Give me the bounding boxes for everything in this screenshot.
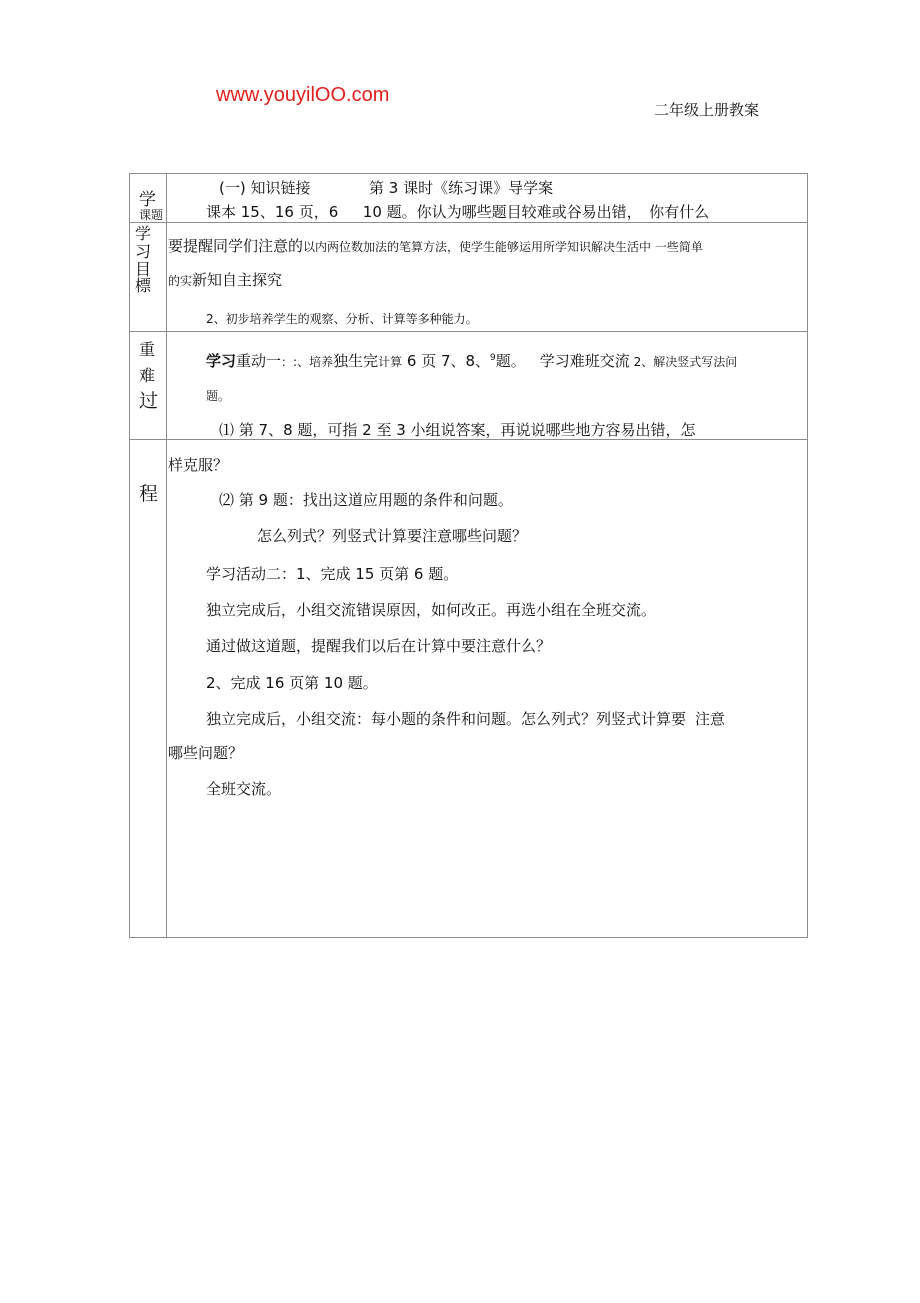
label-zhong: 重: [139, 340, 156, 359]
row2-line2-a: 的实: [168, 274, 193, 288]
process-p4: 学习活动二：1、完成 15 页第 6 题。: [206, 565, 459, 583]
row-divider: [129, 331, 808, 332]
row-divider: [129, 222, 808, 223]
row2-line2: [168, 270, 282, 291]
column-divider: [166, 173, 167, 938]
label-guo: 过: [139, 390, 159, 412]
label-nan: 难: [139, 366, 156, 385]
label-xi: 习: [135, 242, 152, 261]
process-p8-b: 注意: [695, 710, 726, 728]
row3-line2: 题。: [206, 389, 231, 403]
process-p8-a: 独立完成后，小组交流：每小题的条件和问题。怎么列式？列竖式计算要: [206, 710, 687, 728]
label-xue2: 学: [135, 224, 152, 243]
label-cheng: 程: [139, 483, 159, 505]
table-border-top: [129, 173, 808, 174]
row2-line3: 2、初步培养学生的观察、分析、计算等多种能力。: [206, 312, 478, 326]
process-p10: 全班交流。: [206, 780, 282, 798]
row2-line2-b: 新知自主探究: [192, 271, 283, 289]
row3-a9: 学习难班交流: [539, 352, 630, 370]
table-border-left: [129, 173, 130, 938]
process-p9: 哪些问题？: [168, 744, 244, 762]
row3-a2: 重动一: [236, 352, 282, 370]
process-p2: ⑵ 第 9 题：找出这道应用题的条件和问题。: [219, 491, 513, 509]
row2-line1: [168, 236, 703, 257]
row3-a7: 9: [490, 353, 496, 363]
site-url[interactable]: www.youyilOO.com: [216, 84, 390, 106]
row2-line1-a: 要提醒同学们注意的: [168, 237, 304, 255]
process-p5: 独立完成后，小组交流错误原因，如何改正。再选小组在全班交流。: [206, 601, 657, 619]
table-border-right: [807, 173, 808, 938]
row3-a10: 2、解决竖式写法问: [629, 355, 738, 369]
knowledge-link: (一) 知识链接: [219, 179, 311, 197]
row3-a1: 学习: [206, 352, 237, 370]
row3-a6: 6 页 7、8、: [402, 352, 491, 370]
row3-a4: 独生完: [333, 352, 379, 370]
row2-line1-b: 以内两位数加法的笔算方法，使学生能够运用所学知识解决生活中 一些简单: [303, 240, 703, 254]
row3-a3: ：:、培养: [281, 355, 334, 369]
process-p6: 通过做这道题，提醒我们以后在计算中要注意什么？: [206, 637, 552, 655]
process-p3: 怎么列式？列竖式计算要注意哪些问题？: [257, 527, 528, 545]
process-p1: 样克服？: [168, 456, 229, 474]
label-keti: 课题: [139, 208, 164, 222]
label-xue: 学: [139, 190, 156, 210]
row3-line3: ⑴ 第 7、8 题，可指 2 至 3 小组说答案，再说说哪些地方容易出错，怎: [219, 421, 696, 439]
row1-text: 课本 15、16 页，6 10 题。你认为哪些题目较难或谷易出错， 你有什么: [206, 203, 710, 221]
row3-line1: [206, 348, 737, 372]
row3-a5: 计算: [378, 355, 403, 369]
grade-header: 二年级上册教案: [654, 101, 760, 119]
process-p7: 2、完成 16 页第 10 题。: [206, 674, 378, 692]
lesson-title: 第 3 课时《练习课》导学案: [369, 179, 554, 197]
process-p8: [206, 709, 725, 729]
table-border-bottom: [129, 937, 808, 938]
row3-a8: 题。: [495, 352, 526, 370]
label-biao: 標: [135, 276, 152, 295]
label-mu: 目: [135, 260, 152, 279]
